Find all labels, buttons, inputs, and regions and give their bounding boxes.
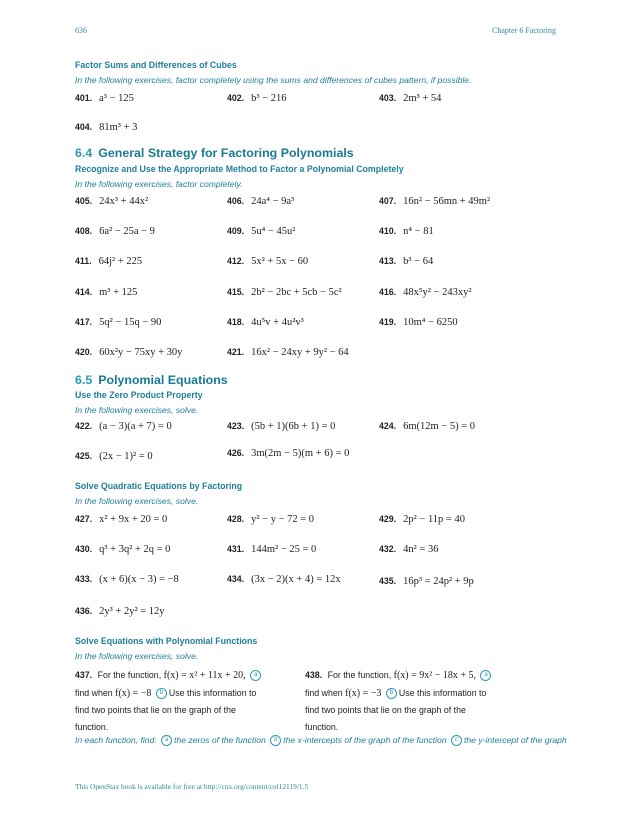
problem-430: 430. q³ + 3q² + 2q = 0 (75, 544, 171, 555)
problem-417: 417. 5q² − 15q − 90 (75, 317, 162, 328)
problem-425: 425. (2x − 1)² = 0 (75, 451, 153, 462)
zero-product-heading: Use the Zero Product Property (75, 390, 203, 400)
chapter-title: Chapter 6 Factoring (492, 26, 556, 35)
cubes-heading: Factor Sums and Differences of Cubes (75, 60, 237, 70)
marker-a-icon: a (480, 670, 491, 681)
problem-435: 435. 16p³ = 24p² + 9p (379, 576, 474, 587)
marker-a-icon: a (161, 735, 172, 746)
problem-404: 404. 81m³ + 3 (75, 122, 138, 133)
page-number: 636 (75, 26, 87, 35)
problem-437: 437. For the function, f(x) = x² + 11x + 20, afind when f(x) = −8 b Use this information to find two points that lie on the graph of the function. (75, 667, 270, 735)
quadratic-instruction: In the following exercises, solve. (75, 496, 199, 506)
problem-433: 433. (x + 6)(x − 3) = −8 (75, 574, 179, 585)
section-6-4-subheading: Recognize and Use the Appropriate Method to Factor a Polynomial Completely (75, 164, 404, 174)
problem-421: 421. 16x² − 24xy + 9y² − 64 (227, 347, 349, 358)
problem-414: 414. m³ + 125 (75, 287, 138, 298)
problem-406: 406. 24a⁴ − 9a³ (227, 196, 295, 207)
section-6-5-heading: 6.5 Polynomial Equations (75, 373, 228, 387)
problem-422: 422. (a − 3)(a + 7) = 0 (75, 421, 172, 432)
problem-426: 426. 3m(2m − 5)(m + 6) = 0 (227, 448, 350, 459)
problem-403: 403. 2m³ + 54 (379, 93, 442, 104)
problem-402: 402. b³ − 216 (227, 93, 287, 104)
problem-401: 401. a³ − 125 (75, 93, 134, 104)
problem-428: 428. y² − y − 72 = 0 (227, 514, 315, 525)
problem-419: 419. 10m⁴ − 6250 (379, 317, 458, 328)
problem-429: 429. 2p² − 11p = 40 (379, 514, 465, 525)
section-6-4-instruction: In the following exercises, factor completely. (75, 179, 243, 189)
problem-432: 432. 4n² = 36 (379, 544, 439, 555)
problem-413: 413. b³ − 64 (379, 256, 434, 267)
problem-424: 424. 6m(12m − 5) = 0 (379, 421, 476, 432)
problem-409: 409. 5u⁴ − 45u² (227, 226, 296, 237)
problem-415: 415. 2b² − 2bc + 5cb − 5c² (227, 287, 342, 298)
problem-410: 410. n⁴ − 81 (379, 226, 434, 237)
each-function-instruction: In each function, find: a the zeros of the function b the x-intercepts of the graph of the function c the y-intercept of the graph (75, 735, 567, 745)
problem-407: 407. 16n² − 56mn + 49m² (379, 196, 491, 207)
page-footer: This OpenStax book is available for free at http://cnx.org/content/col12119/1.5 (75, 782, 309, 791)
problem-436: 436. 2y³ + 2y² = 12y (75, 606, 165, 617)
problem-420: 420. 60x²y − 75xy + 30y (75, 347, 183, 358)
marker-b-icon: b (386, 688, 397, 699)
problem-408: 408. 6a² − 25a − 9 (75, 226, 155, 237)
problem-418: 418. 4u⁵v + 4u²v³ (227, 317, 304, 328)
problem-434: 434. (3x − 2)(x + 4) = 12x (227, 574, 341, 585)
problem-405: 405. 24x³ + 44x² (75, 196, 149, 207)
polynomial-functions-instruction: In the following exercises, solve. (75, 651, 199, 661)
marker-b-icon: b (156, 688, 167, 699)
quadratic-heading: Solve Quadratic Equations by Factoring (75, 481, 243, 491)
problem-416: 416. 48x⁵y² − 243xy² (379, 287, 472, 298)
polynomial-functions-heading: Solve Equations with Polynomial Functions (75, 636, 258, 646)
cubes-instruction: In the following exercises, factor completely using the sums and differences of cubes pattern, if possible. (75, 75, 472, 85)
zero-product-instruction: In the following exercises, solve. (75, 405, 199, 415)
problem-423: 423. (5b + 1)(6b + 1) = 0 (227, 421, 336, 432)
problem-431: 431. 144m² − 25 = 0 (227, 544, 317, 555)
section-6-4-heading: 6.4 General Strategy for Factoring Polynomials (75, 146, 354, 160)
problem-412: 412. 5x² + 5x − 60 (227, 256, 309, 267)
problem-427: 427. x² + 9x + 20 = 0 (75, 514, 168, 525)
marker-b-icon: b (270, 735, 281, 746)
problem-438: 438. For the function, f(x) = 9x² − 18x + 5, afind when f(x) = −3 b Use this information to find two points that lie on the graph of the function. (305, 667, 500, 735)
marker-c-icon: c (451, 735, 462, 746)
problem-411: 411. 64j² + 225 (75, 256, 143, 267)
marker-a-icon: a (250, 670, 261, 681)
